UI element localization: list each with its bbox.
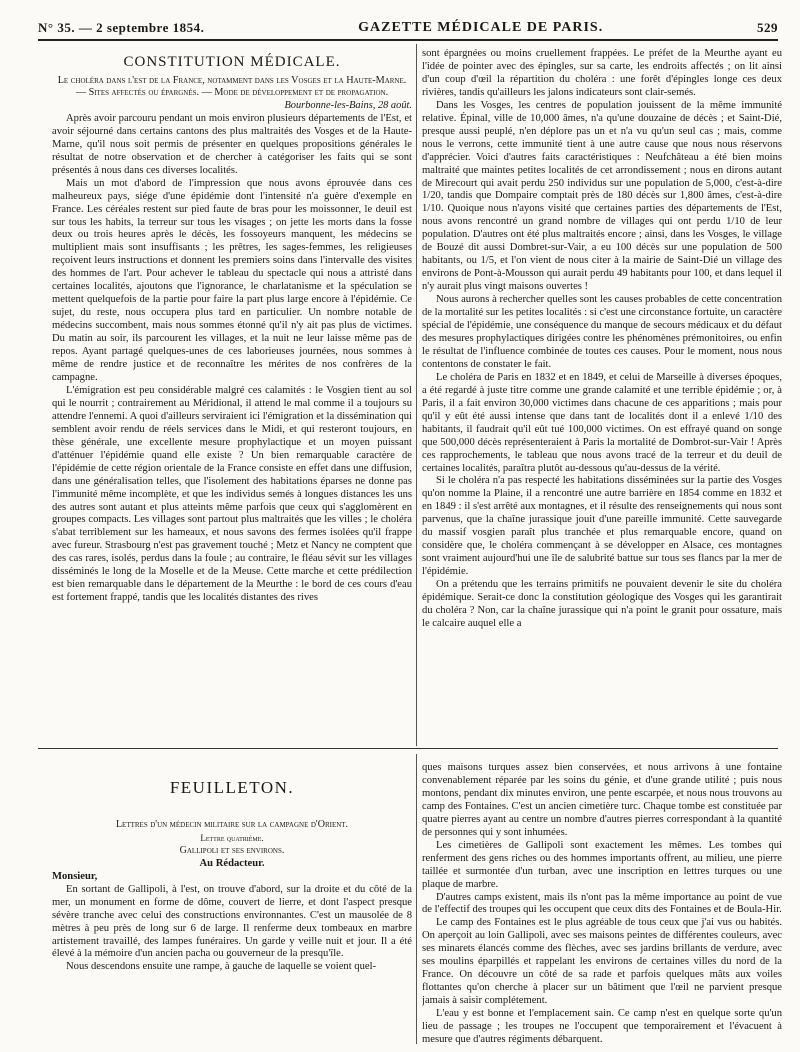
paragraph: Après avoir parcouru pendant un mois environ plusieurs départements de l'Est, et avoir séjourné dans certains cantons des plus maltraités des Vosges et de la Haute-Marne, qu'il nous soit permis de présenter en quelques propositions générales le résultat de notre observation et de chercher à catégoriser les faits qui se sont présentés à nous dans ces diverses localités. [52, 112, 412, 176]
article-column-right [422, 48, 782, 738]
page-number: 529 [756, 20, 778, 35]
paragraph: Nous descendons ensuite une rampe, à gauche de laquelle se voient quel- [66, 961, 377, 973]
paragraph: Le camp des Fontaines est le plus agréable de tous ceux que j'ai vus ou habités. On aperçoit au loin Gallipoli, avec ses maisons peintes de différentes couleurs, avec ses minarets élancés comme des flèches, avec ses jardins brillants de verdure, avec ses moulins éparpillés et rappelant les environs de certaines villes du nord de la France. On découvre un côté de sa rade et parfois quelques mâts aux voiles flottantes qu'on cherche à placer sur un bâtiment que l'œil ne parvient presque jamais à saisir complétement. [422, 917, 782, 1007]
article-column-left [52, 48, 412, 738]
letter-number: Lettre quatrième. [200, 832, 264, 843]
paragraph: Dans les Vosges, les centres de population jouissent de la même immunité relative. Épinal, ville de 10,000 âmes, n'a qu'une douzaine de décès ; et Saint-Dié, presque aussi peuplé, n'en déplore pas un et n'a vu qu'un seul cas ; mais, comme nous le verrons, cette immunité tient à une autre cause que nous nous réservons d'apprécier. Voici d'autres faits caractéristiques : Neufchâteau a été bien moins maltraité que maintes petites localités de cet arrondissement ; nous en dirons autant de Mirecourt qui avait perdu 250 individus sur une population de 5,000, c'est-à-dire 1/20, tandis que Dompaire comptait près de 180 décès sur 1,800 âmes, c'est-à-dire 1/10. Quoique nous n'ayons visité que certaines parties des départements de l'Est, nous avons rencontré un grand nombre de villages qui ont perdu 1/10 de leur population. D'autres ont été plus maltraités encore ; ainsi, dans les Vosges, le village de Bouzé dit aussi Dombret-sur-Vair, a eu 100 décès sur une population de 500 habitants, ou 1/5, et l'on vient de nous citer à la mairie de Saint-Dié un village des environs de Pont-à-Mousson qui aurait perdu 49 habitants pour 100, et dans lequel il n'y aurait plus vingt maisons ouvertes ! [422, 99, 782, 293]
paragraph: ques maisons turques assez bien conservées, et nous arrivons à une fontaine convenablement réparée par les soins du génie, et d'une grande utilité ; puis nous montons, pendant dix minutes environ, une pente escarpée, et nous nous trouvons au camp des Fontaines. C'est un ancien cimetière turc. Chaque tombe est constituée par quatre pierres ayant au centre un nombre d'autres pierres correspondant à la quantité de personnes qui y sont inhumées. [422, 762, 782, 838]
letters-title: Lettres d'un médecin militaire sur la campagne d'Orient. [115, 818, 349, 830]
header-rule [38, 39, 778, 41]
paragraph: Mais un mot d'abord de l'impression que nous avons éprouvée dans ces malheureux pays, siége d'une épidémie dont l'intensité n'a guère d'exemple en France. Les céréales restent sur pied faute de bras pour les moissonner, le deuil est sur tous les habits, la terreur sur tous les visages ; on jette les morts dans la fosse deux ou trois heures après le décès, les fossoyeurs manquent, les médecins se multiplient mais sont insuffisants ; les prêtres, les sages-femmes, les religieuses reçoivent leurs instructions et donnent les premiers soins dans l'intervalle des visites des hommes de l'art. Pour achever le tableau du spectacle qui nous a attristé dans certaines localités, ajoutons que l'ignorance, le charlatanisme et la spéculation se mettent quelquefois de la partie pour faire la part plus large encore à l'épidémie. Ce sujet, du reste, nous occupera plus tard en particulier. Un nombre notable de médecins succombent, mais nous sommes étonné qu'il n'y ait pas plus de victimes. Du matin au soir, ils parcourent les villages, et la nuit ne leur laisse même pas de repos. Ayant partagé quelques-unes de ces laborieuses journées, nous sommes à même de rendre justice et de reconnaître les mérites de nos confrères de la campagne. [52, 177, 412, 383]
masthead-title: GAZETTE MÉDICALE DE PARIS. [358, 20, 604, 35]
paragraph: On a prétendu que les terrains primitifs ne pouvaient devenir le site du choléra épidémique. Serait-ce donc la constitution géologique des Vosges qui les garantirait du choléra ? Non, car la chaîne jurassique qui n'a point le granit pour ossature, mais le calcaire auquel elle a [422, 579, 782, 629]
issue-number: N° 35. — 2 septembre 1854. [38, 20, 205, 35]
column-divider-bottom [416, 754, 417, 1044]
paragraph: Nous aurons à rechercher quelles sont les causes probables de cette concentration de la mortalité sur les petites localités : si c'est une circonstance fortuite, un caractère spécial de l'épidémie, une conséquence du manque de secours médicaux et du défaut des mesures prophylactiques dirigées contre les phénomènes prémonitoires, ou enfin le résultat de l'influence combinée de toutes ces causes. Pour le moment, nous nous contentons de constater le fait. [422, 294, 782, 370]
feuilleton-column-left [52, 770, 412, 1045]
paragraph: Si le choléra n'a pas respecté les habitations disséminées sur la partie des Vosges qu'on nomme la Plaine, il a rencontré une autre barrière en 1854 comme en 1832 et en 1849 : il s'est arrêté aux montagnes, et il résulte des renseignements qui nous sont parvenus, que la chaîne jurassique jouit d'une pareille immunité. Cette sauvegarde du massif vosgien paraît plus tranchée et plus remarquable encore, quand on considère que, le choléra commençant à se développer en Alsace, ces montagnes sont vraiment aujourd'hui une île de salubrité battue sur tous ses flancs par la mer de l'épidémie. [422, 475, 782, 578]
paragraph: L'eau y est bonne et l'emplacement sain. Ce camp n'est en quelque sorte qu'un lieu de passage ; les troupes ne l'occupent que temporairement et l'évacuent à mesure que d'autres régiments débarquent. [422, 1008, 782, 1045]
page-header [38, 14, 778, 36]
section-subtitle: Le choléra dans l'est de la France, notamment dans les Vosges et la Haute-Marne. — Sites affectés ou épargnés. — Mode de développement et de propagation. [57, 74, 407, 99]
column-divider-top [416, 44, 417, 746]
salutation: Monsieur, [52, 870, 98, 882]
paragraph: D'autres camps existent, mais ils n'ont pas la même importance au point de vue de l'effectif des troupes qui les occupent que ceux dits des Fontaines et de Boula-Hir. [422, 891, 782, 916]
addressee: Au Rédacteur. [199, 857, 265, 869]
paragraph: sont épargnées ou moins cruellement frappées. Le préfet de la Meurthe ayant eu l'idée de pointer avec des épingles, sur sa carte, les endroits affectés ; on lit ainsi d'un coup d'œil la répartition du choléra : une forêt d'épingles longe ces deux rivières, tandis qu'ailleurs les jalons indicateurs sont clair-semés. [422, 48, 782, 98]
paragraph: Le choléra de Paris en 1832 et en 1849, et celui de Marseille à diverses époques, a été regardé à juste titre comme une grande calamité et une terrible épidémie ; or, à Paris, il a fait environ 30,000 victimes dans chacune de ces apparitions ; mais pour qu'il y eût été aussi intense que dans tant de localités dont il a enlevé 1/10 des habitants, il faudrait qu'il eût tué 100,000 victimes. On est effrayé quand on songe que 500,000 décès représenteraient à Paris la mortalité de Dombrot-sur-Vair ! Après ces rapprochements, le tableau que nous avons tracé de la terreur et du deuil de certaines localités, paraîtra plutôt au-dessous qu'au-dessus de la vérité. [422, 371, 782, 474]
dateline: Bourbonne-les-Bains, 28 août. [284, 99, 412, 111]
letter-subject: Gallipoli et ses environs. [179, 844, 285, 856]
feuilleton-column-right [422, 762, 782, 1045]
paragraph: L'émigration est peu considérable malgré ces calamités : le Vosgien tient au sol qui le nourrit ; contrairement au Méridional, il attend le mal comme il a toujours su attendre l'ennemi. A quoi d'ailleurs serviraient ici l'émigration et la dissémination qui semblent avoir rendu de réels services dans le Midi, et qui resteront toujours, en thèse générale, une excellente mesure prophylactique et un moyen puissant d'atténuer l'épidémie quand elle existe ? Un bien remarquable caractère de l'épidémie de cette région orientale de la France consiste en effet dans une diffusion, dans une généralisation telles, que l'isolement des habitations éparses ne donne pas l'immunité même incomplète, et que les individus semés à longues distances les uns des autres sont autant et plus atteints même parfois que ceux qui s'agglomèrent en groupes compacts. Les villages sont partout plus maltraités que les villes ; le choléra s'abat terriblement sur les hameaux, et nous savons des fermes isolées qu'il frappe avec fureur. Strasbourg n'est pas gravement touché ; Metz et Nancy ne comptent que des cas rares, isolés, perdus dans la foule ; au contraire, le fléau sévit sur les villages disséminés le long de la Moselle et de la Meuse. Cette marche et cette prédilection est bien remarquable dans le département de la Meurthe : le bord de ces cours d'eau est fortement frappé, tandis que les localités distantes des rives [52, 384, 412, 604]
feuilleton-title: FEUILLETON. [169, 778, 295, 797]
section-title: CONSTITUTION MÉDICALE. [123, 54, 341, 70]
paragraph: En sortant de Gallipoli, à l'est, on trouve d'abord, sur la droite et du côté de la mer, un monument en forme de dôme, couvert de lierre, et dont l'aspect presque sévère tranche avec celui des constructions environnantes. C'est un mausolée de 8 mètres à peu près de long sur 6 de large. Il renferme deux tombeaux en marbre artistement travaillé, des lampes funéraires. Un garde y veille nuit et jour. Il a été élevé à la mémoire d'un ancien pacha ou gouverneur de la presqu'île. [52, 883, 412, 960]
paragraph: Les cimetières de Gallipoli sont exactement les mêmes. Les tombes qui renferment des gens riches ou des hommes importants offrent, au milieu, une pierre taillée et surmontée d'un turban, avec une inscription en lettres turques ou une plaque de marbre. [422, 839, 782, 890]
feuilleton-separator [38, 748, 778, 749]
